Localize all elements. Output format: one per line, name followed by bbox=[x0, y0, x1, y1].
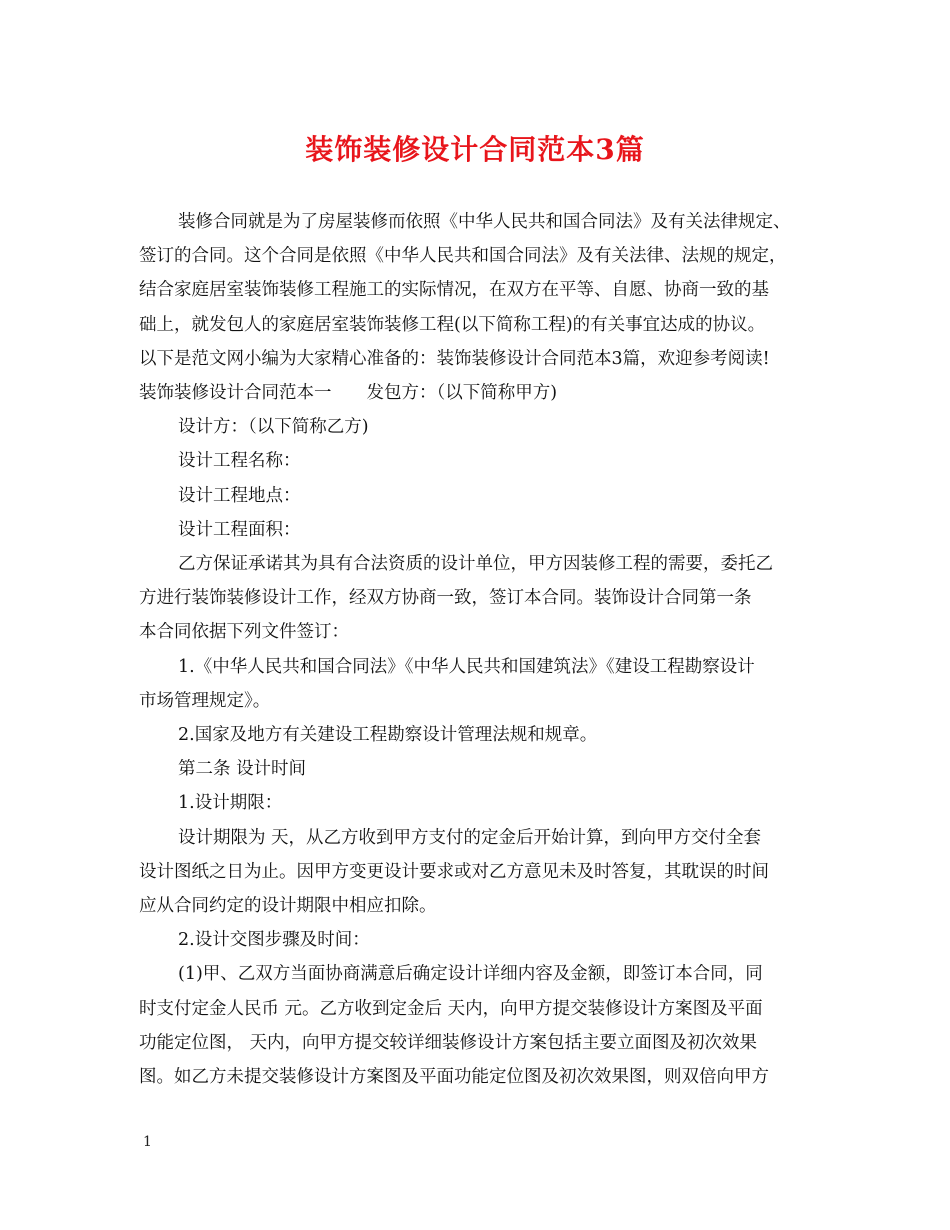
body-line: 签订的合同。这个合同是依照《中华人民共和国合同法》及有关法律、法规的规定， bbox=[139, 246, 787, 267]
document-body bbox=[139, 205, 829, 1094]
page-number: 1 bbox=[143, 1134, 152, 1150]
document-title: 装饰装修设计合同范本3篇 bbox=[305, 133, 645, 166]
body-line: 1.《中华人民共和国合同法》《中华人民共和国建筑法》《建设工程勘察设计 bbox=[178, 656, 755, 677]
body-line: 图。如乙方未提交装修设计方案图及平面功能定位图及初次效果图，则双倍向甲方 bbox=[139, 1067, 769, 1088]
body-line: 设计方：（以下简称乙方) bbox=[178, 417, 369, 438]
body-line: 市场管理规定》。 bbox=[139, 690, 271, 711]
body-line: 设计工程名称： bbox=[178, 451, 301, 472]
body-line: 乙方保证承诺其为具有合法资质的设计单位，甲方因装修工程的需要，委托乙 bbox=[178, 554, 773, 575]
body-line: 础上，就发包人的家庭居室装饰装修工程(以下简称工程)的有关事宜达成的协议。 bbox=[139, 314, 766, 335]
body-line: (1)甲、乙双方当面协商满意后确定设计详细内容及金额，即签订本合同，同 bbox=[178, 964, 763, 985]
body-line: 2.国家及地方有关建设工程勘察设计管理法规和规章。 bbox=[178, 725, 598, 746]
body-line: 本合同依据下列文件签订： bbox=[139, 622, 349, 643]
body-line: 方进行装饰装修设计工作，经双方协商一致，签订本合同。装饰设计合同第一条 bbox=[139, 588, 752, 609]
body-line: 设计图纸之日为止。因甲方变更设计要求或对乙方意见未及时答复，其耽误的时间 bbox=[139, 861, 769, 882]
body-line: 应从合同约定的设计期限中相应扣除。 bbox=[139, 896, 437, 917]
body-line: 以下是范文网小编为大家精心准备的：装饰装修设计合同范本3篇，欢迎参考阅读! bbox=[139, 348, 770, 369]
body-line: 2.设计交图步骤及时间： bbox=[178, 930, 370, 951]
body-line: 时支付定金人民币 元。乙方收到定金后 天内，向甲方提交装修设计方案图及平面 bbox=[139, 998, 763, 1019]
body-line: 1.设计期限： bbox=[178, 793, 283, 814]
body-line: 功能定位图， 天内，向甲方提交较详细装修设计方案包括主要立面图及初次效果 bbox=[139, 1032, 758, 1053]
body-line: 设计工程面积： bbox=[178, 519, 301, 540]
body-line: 设计期限为 天，从乙方收到甲方支付的定金后开始计算，到向甲方交付全套 bbox=[178, 827, 762, 848]
body-line: 结合家庭居室装饰装修工程施工的实际情况，在双方在平等、自愿、协商一致的基 bbox=[139, 280, 769, 301]
body-line: 设计工程地点： bbox=[178, 485, 301, 506]
body-line: 第二条 设计时间 bbox=[178, 759, 307, 780]
body-line: 装饰装修设计合同范本一 发包方：（以下简称甲方) bbox=[139, 383, 558, 404]
body-line: 装修合同就是为了房屋装修而依照《中华人民共和国合同法》及有关法律规定、 bbox=[178, 212, 791, 232]
